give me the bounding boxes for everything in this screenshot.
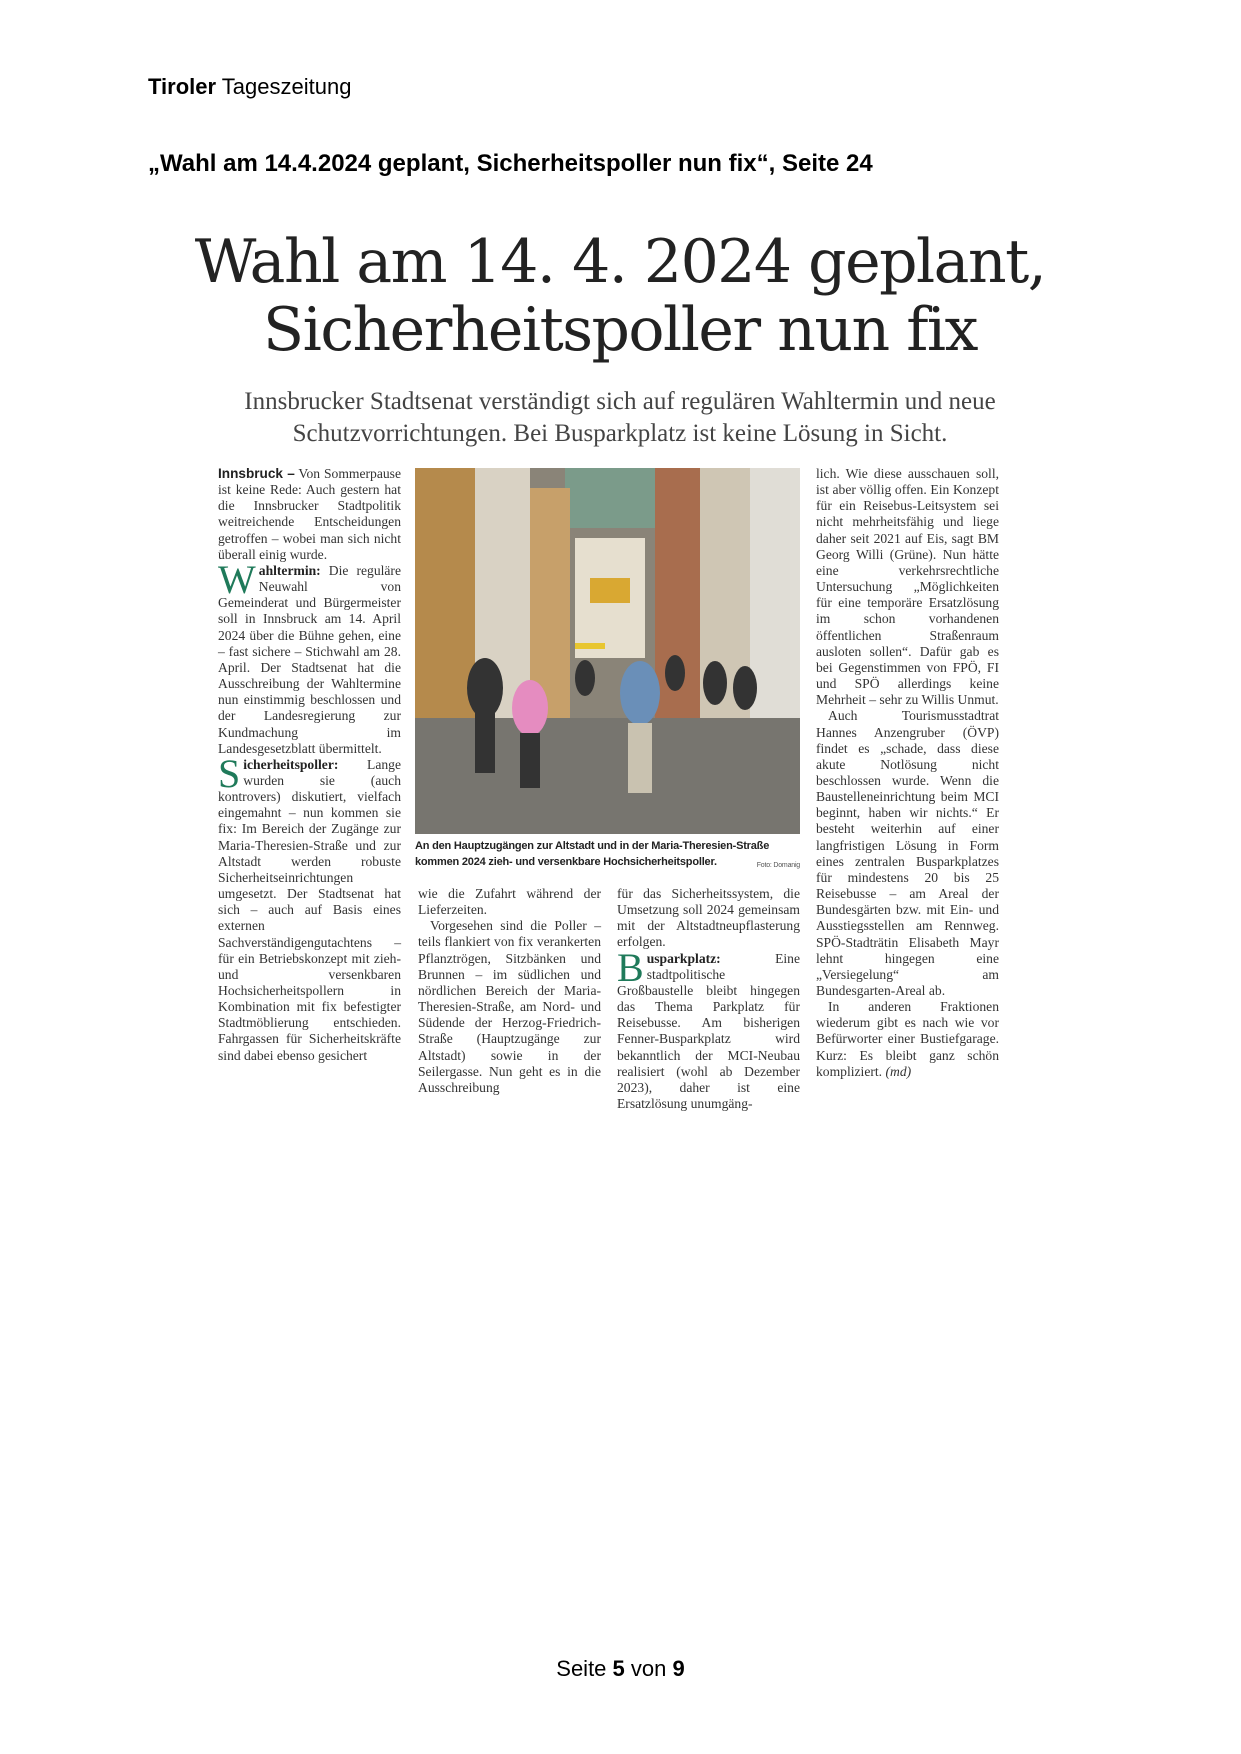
intro-text: Von Sommerpause ist keine Rede: Auch gestern hat die Innsbrucker Stadtpolitik weitreichende Entscheidungen getroffen – wobei man sich nicht überall einig wurde. [218,466,401,562]
article-subhead: Innsbrucker Stadtsenat verständigt sich auf regulären Wahltermin und neue Schutzvorrichtungen. Bei Busparkplatz ist keine Lösung in Sicht. [244,388,996,447]
publication-name-bold: Tiroler [148,74,217,99]
article-headline [180,228,1060,364]
current-page: 5 [612,1656,625,1681]
section-keyword: usparkplatz: [646,950,721,966]
photo-credit: Foto: Domanig [756,862,800,869]
paragraph: Vorgesehen sind die Poller – teils flankiert von fix verankerten Pflanztrögen, Sitzbänken und Brunnen – im südlichen und nördlichen Bereich der Maria-Theresien-Straße, am Nord- und Südende der Herzog-Friedrich-Straße (Hauptzugänge zur Altstadt) sowie in der Seilergasse. Nun geht es in die Ausschreibung [418,918,601,1095]
section-keyword: ahltermin: [258,562,321,578]
headline-line: Wahl am 14. 4. 2024 geplant, [194,227,1046,297]
dateline: Innsbruck – [218,466,295,481]
article-column-2 [418,886,601,1096]
drop-cap: B [617,944,644,990]
caption-text: An den Hauptzugängen zur Altstadt und in der Maria-Theresien-Straße kommen 2024 zieh- und versenkbare Hochsicherheitspoller. [415,840,770,868]
footer-middle: von [624,1656,673,1681]
photo-caption [415,838,800,874]
paragraph: für das Sicherheitssystem, die Umsetzung soll 2024 gemeinsam mit der Altstadtneupflasterung erfolgen. [617,886,800,950]
page-footer [0,1656,1241,1682]
headline-line: Sicherheitspoller nun fix [263,295,977,365]
publication-name [148,74,351,100]
paragraph: In anderen Fraktionen wiederum gibt es nach wie vor Befürworter einer Bustiefgarage. Kurz: Es bleibt ganz schön kompliziert. [816,999,999,1079]
author-signature: (md) [885,1063,912,1079]
publication-name-rest: Tageszeitung [216,74,352,99]
paragraph: Auch Tourismusstadtrat Hannes Anzengruber (ÖVP) findet es „schade, dass diese akute Notlösung nicht beschlossen wurde. Wenn die Baustelleneinrichtung beim MCI beginnt, haben wir nichts.“ Er besteht weiterhin auf einer langfristigen Lösung in Form eines zentralen Busparkplatzes für mindestens 20 bis 25 Reisebusse – am Areal der Bundesgärten bzw. mit Ein- und Ausstiegsstellen am Rennweg. SPÖ-Stadträtin Elisabeth Mayr lehnt hingegen eine „Versiegelung“ am Bundesgarten-Areal ab. [816,708,999,998]
section-text: Eine stadtpolitische Großbaustelle bleibt hingegen das Thema Parkplatz für Reisebusse. Am bisherigen Fenner-Busparkplatz wird bekanntlich der MCI-Neubau realisiert (wohl ab Dezember 2023), daher ist eine Ersatzlösung unumgäng- [617,950,800,1112]
article-column-3 [617,886,800,1112]
drop-cap: S [218,750,241,796]
section-text: Die reguläre Neuwahl von Gemeinderat und Bürgermeister soll in Innsbruck am 14. April 2024 über die Bühne gehen, eine – fast sichere – Stichwahl am 28. April. Der Stadtsenat hat die Ausschreibung der Wahltermine nun einstimmig beschlossen und der Landesregierung zur Kundmachung im Landesgesetzblatt übermittelt. [218,562,401,756]
section-text: Lange wurden sie (auch kontrovers) diskutiert, vielfach eingemahnt – nun kommen sie fix: Im Bereich der Zugänge zur Maria-Theresien-Straße und zur Altstadt werden robuste Sicherheitseinrichtungen umgesetzt. Der Stadtsenat hat sich – auch auf Basis eines externen Sachverständigengutachtens – für ein Betriebskonzept mit zieh- und versenkbaren Hochsicherheitspollern in Kombination mit fix befestigter Stadtmöblierung entschieden. Fahrgassen für Sicherheitskräfte sind dabei ebenso gesichert [218,756,401,1063]
total-pages: 9 [672,1656,685,1681]
paragraph: wie die Zufahrt während der Lieferzeiten. [418,886,601,918]
article-reference-title: „Wahl am 14.4.2024 geplant, Sicherheitspoller nun fix“, Seite 24 [148,150,873,177]
article-column-4 [816,466,999,1080]
footer-prefix: Seite [556,1656,613,1681]
paragraph: lich. Wie diese ausschauen soll, ist aber völlig offen. Ein Konzept für ein Reisebus-Leitsystem sei nicht mehrheitsfähig und liege daher seit 2021 auf Eis, sagt BM Georg Willi (Grüne). Nun hätte eine verkehrsrechtliche Untersuchung „Möglichkeiten für eine temporäre Ersatzlösung im schon vorhandenen öffentlichen Straßenraum ausloten sollen“. Dafür gab es bei Gegenstimmen von FPÖ, FI und SPÖ allerdings keine Mehrheit – sehr zu Willis Unmut. [816,466,999,708]
section-keyword: icherheitspoller: [243,756,339,772]
article-photo [415,468,800,834]
article-column-1 [218,466,401,1064]
drop-cap: W [218,556,256,602]
